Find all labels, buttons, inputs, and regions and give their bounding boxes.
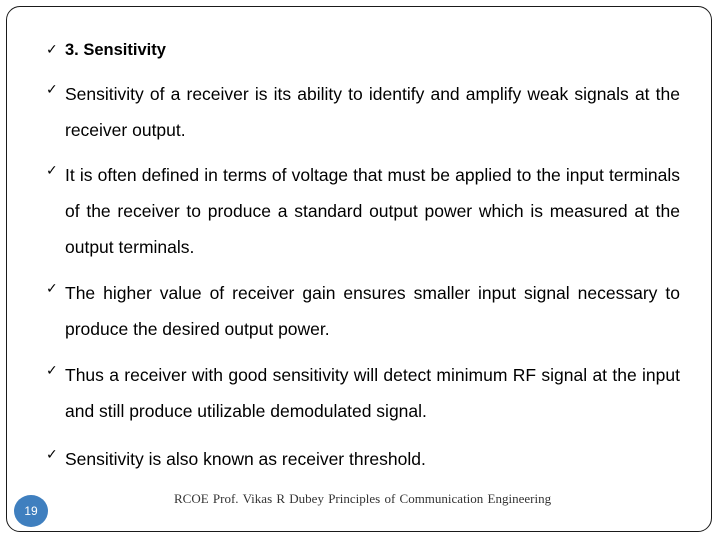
checkmark-icon: ✓	[46, 163, 58, 179]
bullet-item	[46, 441, 680, 477]
bullet-text: Thus a receiver with good sensitivity will detect minimum RF signal at the input and still produce utilizable demodulated signal.	[65, 365, 680, 421]
checkmark-icon: ✓	[46, 42, 58, 58]
bullet-text: Sensitivity is also known as receiver threshold.	[65, 449, 426, 469]
checkmark-icon: ✓	[46, 447, 58, 463]
checkmark-icon: ✓	[46, 363, 58, 379]
slide-heading: 3. Sensitivity	[65, 41, 166, 59]
bullet-text: The higher value of receiver gain ensures smaller input signal necessary to produce the desired output power.	[65, 283, 680, 339]
bullet-item	[46, 157, 680, 265]
checkmark-icon: ✓	[46, 82, 58, 98]
bullet-text: Sensitivity of a receiver is its ability to identify and amplify weak signals at the receiver output.	[65, 84, 680, 140]
heading-bullet	[46, 36, 680, 64]
page-number-badge: 19	[14, 495, 48, 527]
bullet-item	[46, 275, 680, 347]
bullet-text: It is often defined in terms of voltage that must be applied to the input terminals of the receiver to produce a standard output power which is measured at the output terminals.	[65, 165, 680, 257]
bullet-item	[46, 76, 680, 148]
slide-footer: RCOE Prof. Vikas R Dubey Principles of Communication Engineering	[174, 491, 552, 506]
bullet-item	[46, 357, 680, 429]
checkmark-icon: ✓	[46, 281, 58, 297]
